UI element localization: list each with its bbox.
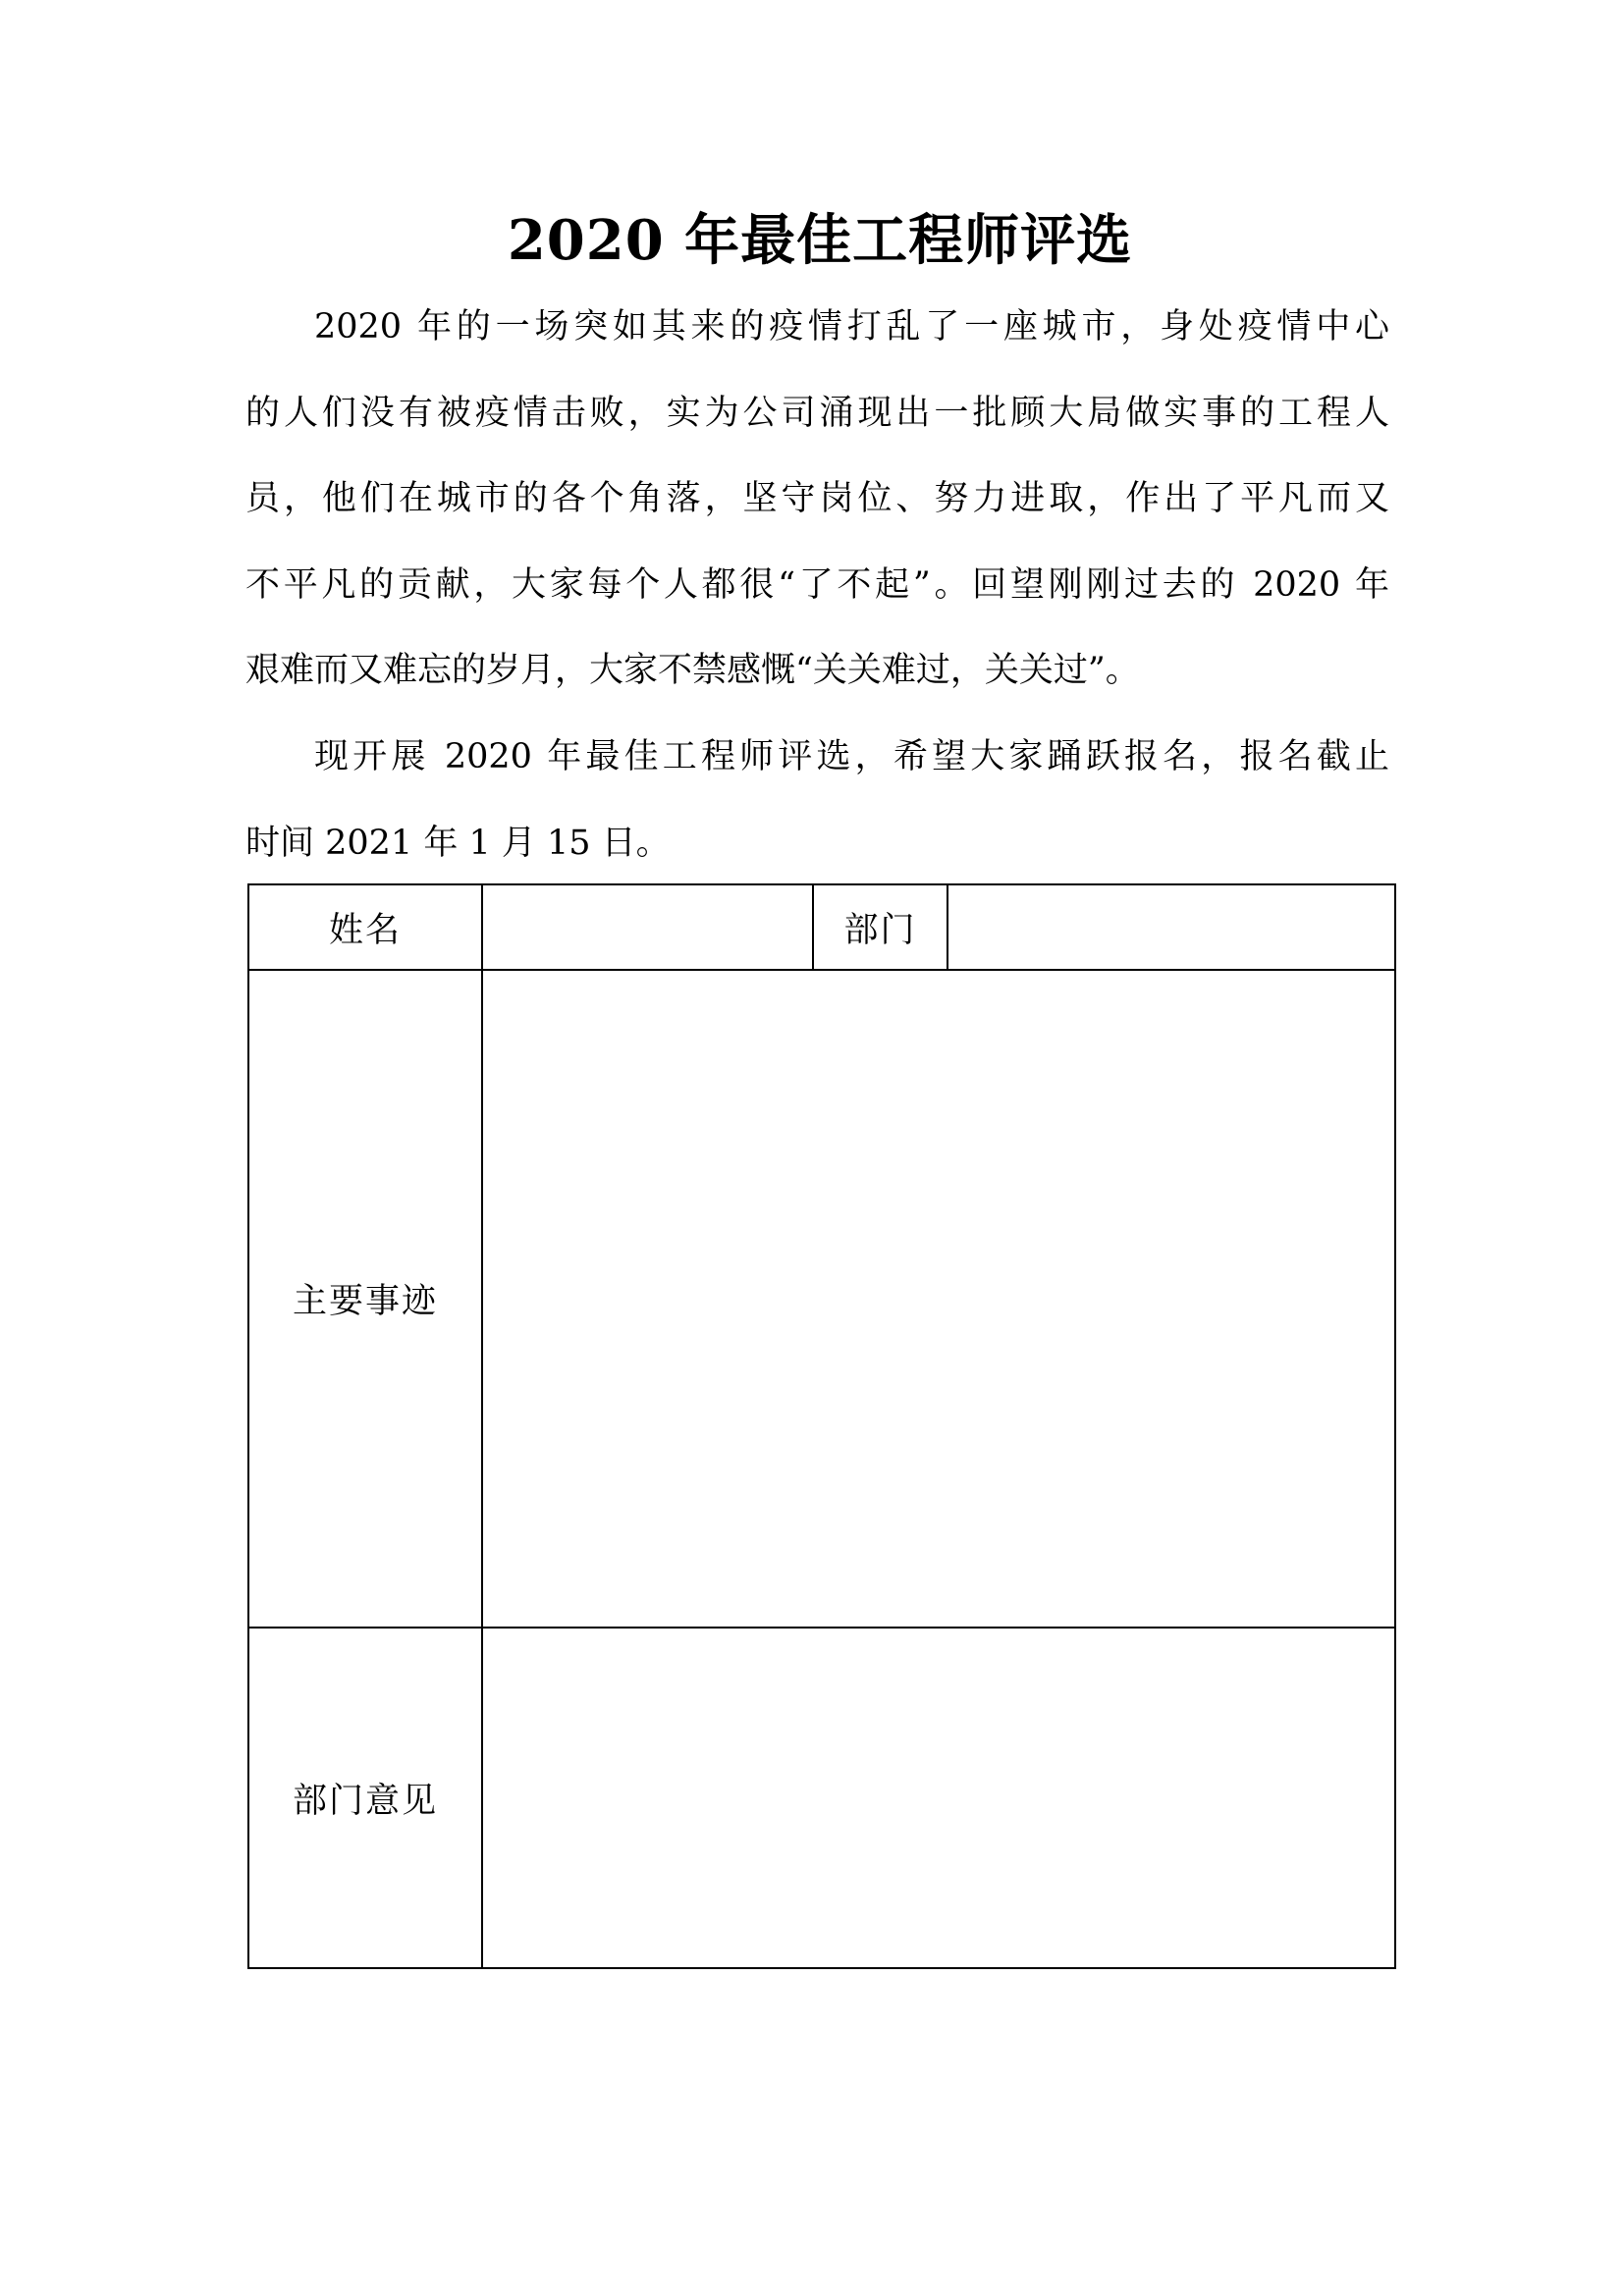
intro-line: 艰难而又难忘的岁月，大家不禁感慨“关关难过，关关过”。 bbox=[245, 651, 1140, 690]
opinion-label: 部门意见 bbox=[248, 1628, 482, 1968]
intro-paragraph bbox=[245, 285, 1389, 715]
department-label: 部门 bbox=[813, 884, 947, 970]
name-department-row bbox=[248, 884, 1395, 970]
deeds-label: 主要事迹 bbox=[248, 970, 482, 1628]
notice-line: 时间 2021 年 1 月 15 日。 bbox=[245, 823, 671, 863]
name-label: 姓名 bbox=[248, 884, 482, 970]
intro-line: 不平凡的贡献，大家每个人都很“了不起”。回望刚刚过去的 2020 年 bbox=[245, 564, 1389, 605]
intro-line: 员，他们在城市的各个角落，坚守岗位、努力进取，作出了平凡而又 bbox=[245, 479, 1389, 518]
department-field[interactable] bbox=[947, 884, 1395, 970]
name-field[interactable] bbox=[482, 884, 813, 970]
notice-line: 现开展 2020 年最佳工程师评选，希望大家踊跃报名，报名截止 bbox=[314, 737, 1389, 776]
deeds-field[interactable] bbox=[482, 970, 1395, 1628]
opinion-field[interactable] bbox=[482, 1628, 1395, 1968]
notice-paragraph bbox=[245, 715, 1389, 886]
deeds-row bbox=[248, 970, 1395, 1628]
application-form-table bbox=[247, 883, 1396, 1969]
page-title: 2020 年最佳工程师评选 bbox=[507, 208, 1133, 273]
intro-line: 的人们没有被疫情击败，实为公司涌现出一批顾大局做实事的工程人 bbox=[245, 393, 1389, 433]
intro-line: 2020 年的一场突如其来的疫情打乱了一座城市，身处疫情中心 bbox=[314, 307, 1389, 347]
opinion-row bbox=[248, 1628, 1395, 1968]
